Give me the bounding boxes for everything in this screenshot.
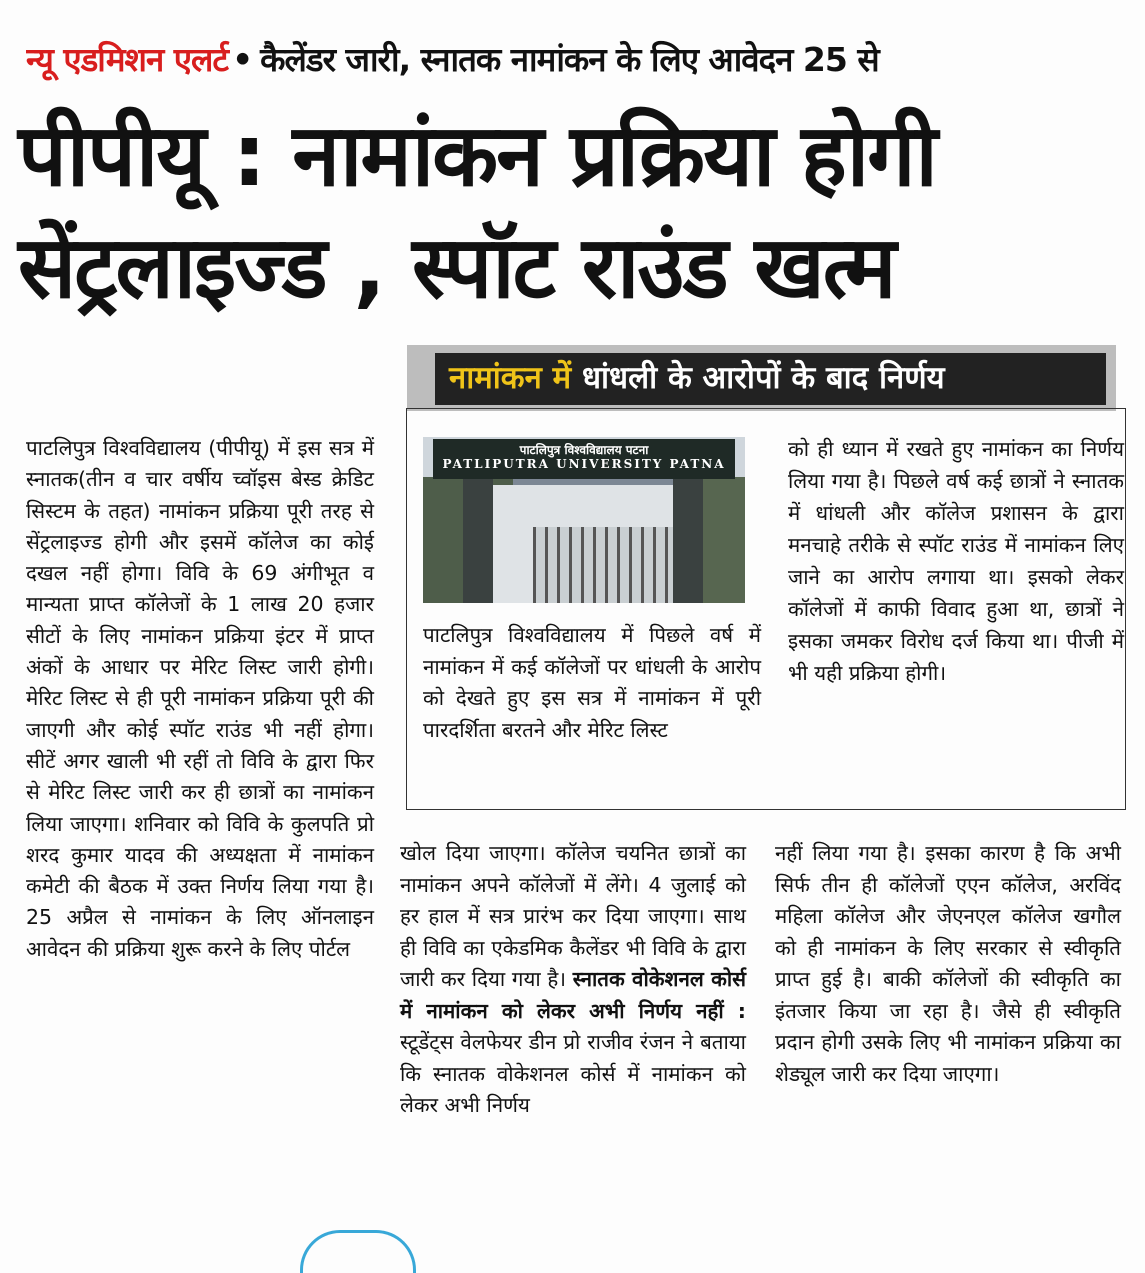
banner-text: धांधली के आरोपों के बाद निर्णय: [581, 360, 945, 396]
banner-label: [435, 353, 1106, 405]
university-gate-photo: [423, 437, 745, 603]
decorative-wave: [300, 1230, 416, 1273]
column-2-text-continued: स्टूडेंट्स वेलफेयर डीन प्रो राजीव रंजन ने बताया कि स्नातक वोकेशनल कोर्स में नामांकन को लेकर अभी निर्णय: [400, 1030, 746, 1117]
banner-highlight: नामांकन में: [449, 360, 572, 396]
kicker-separator: •: [232, 40, 253, 79]
headline: [18, 100, 1128, 324]
kicker-text: कैलेंडर जारी, स्नातक नामांकन के लिए आवेदन 25 से: [260, 40, 879, 79]
column-2-subhead: स्नातक वोकेशनल कोर्स में नामांकन को लेकर अभी निर्णय नहीं :: [400, 967, 746, 1023]
column-1: पाटलिपुत्र विश्वविद्यालय (पीपीयू) में इस सत्र में स्नातक(तीन व चार वर्षीय च्वॉइस बेस्ड क्रेडिट सिस्टम के तहत) नामांकन प्रक्रिया पूरी तरह से सेंट्रलाइज्ड होगी और इसमें कॉलेज का कोई दखल नहीं होगा। विवि के 69 अंगीभूत व मान्यता प्राप्त कॉलेजों के 1 लाख 20 हजार सीटों के लिए नामांकन प्रक्रिया इंटर में प्राप्त अंकों के आधार पर मेरिट लिस्ट जारी होगी। मेरिट लिस्ट से ही पूरी नामांकन प्रक्रिया पूरी की जाएगी और कोई स्पॉट राउंड भी नहीं होगा। सीटें अगर खाली भी रहीं तो विवि के द्वारा फिर से मेरिट लिस्ट जारी कर ही छात्रों का नामांकन लिया जाएगा। शनिवार को विवि के कुलपति प्रो शरद कुमार यादव की अध्यक्षता में नामांकन कमेटी की बैठक में उक्त निर्णय लिया गया है। 25 अप्रैल से नामांकन के लिए ऑनलाइन आवेदन की प्रक्रिया शुरू करने के लिए पोर्टल: [26, 436, 374, 961]
headline-line-1: पीपीयू : नामांकन प्रक्रिया होगी: [18, 106, 936, 206]
headline-line-2: सेंट्रलाइज्ड , स्पॉट राउंड खत्म: [18, 218, 895, 318]
photo-caption: पाटलिपुत्र विश्वविद्यालय में पिछले वर्ष में नामांकन में कई कॉलेजों पर धांधली के आरोप को देखते हुए इस सत्र में नामांकन में पूरी पारदर्शिता बरतने और मेरिट लिस्ट: [423, 623, 761, 742]
column-2-text: खोल दिया जाएगा। कॉलेज चयनित छात्रों का नामांकन अपने कॉलेजों में लेंगे। 4 जुलाई को हर हाल में सत्र प्रारंभ कर दिया जाएगा। साथ ही विवि का एकेडमिक कैलेंडर भी विवि के द्वारा जारी कर दिया गया है।: [400, 841, 746, 991]
section-banner: [407, 345, 1116, 411]
box-right-column: को ही ध्यान में रखते हुए नामांकन का निर्णय लिया गया है। पिछले वर्ष कई छात्रों ने स्नातक में धांधली और कॉलेज प्रशासन के द्वारा मनचाहे तरीके से स्पॉट राउंड में नामांकन लिए जाने का आरोप लगाया था। इसको लेकर कॉलेजों में काफी विवाद हुआ था, छात्रों ने इसका जमकर विरोध दर्ज किया था। पीजी में भी यही प्रक्रिया होगी।: [788, 437, 1124, 685]
column-3: नहीं लिया गया है। इसका कारण है कि अभी सिर्फ तीन ही कॉलेजों एएन कॉलेज, अरविंद महिला कॉलेज और जेएनएल कॉलेज खगौल को ही नामांकन के लिए सरकार से स्वीकृति प्राप्त हुई है। बाकी कॉलेजों की स्वीकृति का इंतजार किया जा रहा है। जैसे ही स्वीकृति प्रदान होगी उसके लिए भी नामांकन प्रक्रिया का शेड्यूल जारी कर दिया जाएगा।: [775, 841, 1121, 1086]
photo-sign-english: PATLIPUTRA UNIVERSITY PATNA: [442, 457, 726, 471]
kicker-line: [26, 36, 1121, 82]
kicker-label: न्यू एडमिशन एलर्ट: [26, 40, 229, 79]
column-2: [400, 838, 746, 1122]
photo-sign-hindi: पाटलिपुत्र विश्वविद्यालय पटना: [519, 443, 649, 457]
